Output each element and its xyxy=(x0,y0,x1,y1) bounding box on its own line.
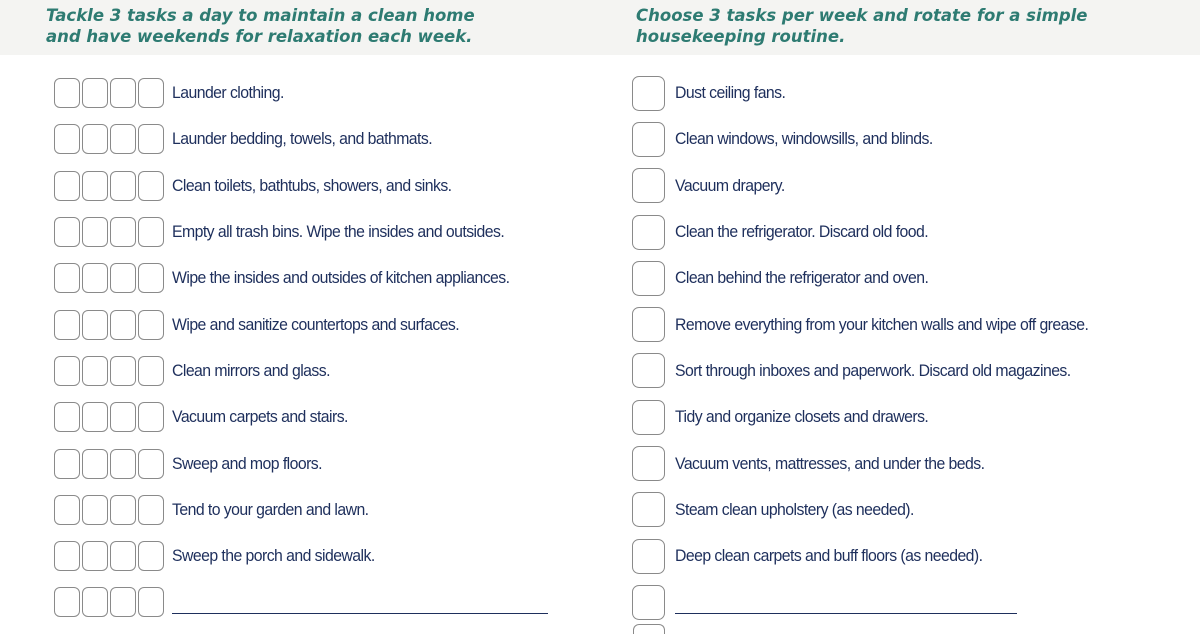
weekly-tasks-heading xyxy=(636,5,1176,47)
task-row xyxy=(54,394,614,440)
checkbox-group xyxy=(54,356,172,386)
task-row xyxy=(54,533,614,579)
checkbox-group xyxy=(54,78,172,108)
task-checkbox[interactable] xyxy=(54,356,80,386)
task-checkbox[interactable] xyxy=(110,263,136,293)
task-label: Sweep the porch and sidewalk. xyxy=(172,546,375,566)
task-checkbox[interactable] xyxy=(632,122,665,157)
checkbox-group xyxy=(54,541,172,571)
task-row xyxy=(54,348,614,394)
task-row xyxy=(632,163,1192,209)
task-label: Clean mirrors and glass. xyxy=(172,360,330,380)
task-checkbox[interactable] xyxy=(110,78,136,108)
task-checkbox[interactable] xyxy=(632,76,665,111)
task-checkbox[interactable] xyxy=(82,171,108,201)
task-label: Launder bedding, towels, and bathmats. xyxy=(172,129,433,149)
checkbox-group xyxy=(632,446,675,481)
task-checkbox[interactable] xyxy=(82,263,108,293)
task-checkbox[interactable] xyxy=(138,171,164,201)
task-checkbox[interactable] xyxy=(110,217,136,247)
task-label: Tend to your garden and lawn. xyxy=(172,499,369,519)
task-checkbox[interactable] xyxy=(138,78,164,108)
task-checkbox[interactable] xyxy=(632,307,665,342)
task-checkbox[interactable] xyxy=(82,217,108,247)
task-label: Sweep and mop floors. xyxy=(172,453,322,473)
checkbox-group xyxy=(54,217,172,247)
checkbox-group xyxy=(54,587,172,617)
task-label: Remove everything from your kitchen walls and wipe off grease. xyxy=(675,314,1089,334)
task-checkbox[interactable] xyxy=(54,310,80,340)
task-label: Wipe and sanitize countertops and surfaces. xyxy=(172,314,460,334)
task-checkbox[interactable] xyxy=(138,495,164,525)
weekly-tasks-heading-line-1: Choose 3 tasks per week and rotate for a simple xyxy=(636,6,1088,25)
task-row xyxy=(632,209,1192,255)
task-checkbox[interactable] xyxy=(54,587,80,617)
task-checkbox[interactable] xyxy=(632,215,665,250)
task-checkbox[interactable] xyxy=(82,310,108,340)
task-checkbox[interactable] xyxy=(138,541,164,571)
daily-tasks-heading-line-1: Tackle 3 tasks a day to maintain a clean home xyxy=(46,6,475,25)
checkbox-group xyxy=(632,122,675,157)
task-checkbox[interactable] xyxy=(54,217,80,247)
task-label: Deep clean carpets and buff floors (as needed). xyxy=(675,546,983,566)
checkbox-group xyxy=(54,495,172,525)
task-label: Clean windows, windowsills, and blinds. xyxy=(675,129,933,149)
task-label: Tidy and organize closets and drawers. xyxy=(675,407,929,427)
task-row xyxy=(632,255,1192,301)
task-checkbox[interactable] xyxy=(54,263,80,293)
blank-task-row xyxy=(632,579,1192,625)
task-checkbox[interactable] xyxy=(54,402,80,432)
task-checkbox[interactable] xyxy=(138,124,164,154)
task-checkbox[interactable] xyxy=(632,446,665,481)
task-label: Launder clothing. xyxy=(172,83,284,103)
task-checkbox[interactable] xyxy=(54,124,80,154)
task-checkbox[interactable] xyxy=(110,356,136,386)
checkbox-group xyxy=(54,449,172,479)
task-checkbox[interactable] xyxy=(82,587,108,617)
blank-task-row xyxy=(54,579,614,625)
checkbox-group xyxy=(632,539,675,574)
task-checkbox[interactable] xyxy=(110,402,136,432)
task-label: Clean toilets, bathtubs, showers, and sinks. xyxy=(172,175,452,195)
task-checkbox[interactable] xyxy=(632,539,665,574)
task-checkbox[interactable] xyxy=(138,217,164,247)
task-checkbox[interactable] xyxy=(138,402,164,432)
task-row xyxy=(632,394,1192,440)
task-label: Vacuum vents, mattresses, and under the beds. xyxy=(675,453,985,473)
task-checkbox[interactable] xyxy=(110,449,136,479)
task-label: Sort through inboxes and paperwork. Discard old magazines. xyxy=(675,360,1071,380)
task-row xyxy=(632,70,1192,116)
task-checkbox[interactable] xyxy=(632,353,665,388)
task-checkbox[interactable] xyxy=(138,263,164,293)
task-checkbox[interactable] xyxy=(632,400,665,435)
checkbox-group xyxy=(632,307,675,342)
task-label: Clean the refrigerator. Discard old food. xyxy=(675,222,929,242)
write-in-line[interactable] xyxy=(172,613,548,614)
checkbox-group xyxy=(54,402,172,432)
task-checkbox[interactable] xyxy=(82,356,108,386)
task-row xyxy=(54,163,614,209)
task-checkbox[interactable] xyxy=(54,78,80,108)
task-checkbox[interactable] xyxy=(110,587,136,617)
task-row xyxy=(54,440,614,486)
task-label: Vacuum drapery. xyxy=(675,175,785,195)
task-checkbox[interactable] xyxy=(82,78,108,108)
partial-checkbox xyxy=(633,624,665,634)
task-checkbox[interactable] xyxy=(82,495,108,525)
task-row xyxy=(632,301,1192,347)
daily-task-list xyxy=(54,70,614,626)
task-row xyxy=(54,487,614,533)
task-checkbox[interactable] xyxy=(138,587,164,617)
checkbox-group xyxy=(632,261,675,296)
checkbox-group xyxy=(54,124,172,154)
checkbox-group xyxy=(632,585,675,620)
checkbox-group xyxy=(632,215,675,250)
task-label: Empty all trash bins. Wipe the insides and outsides. xyxy=(172,222,505,242)
task-checkbox[interactable] xyxy=(110,171,136,201)
task-checkbox[interactable] xyxy=(82,541,108,571)
task-checkbox[interactable] xyxy=(82,449,108,479)
task-checkbox[interactable] xyxy=(82,402,108,432)
task-checkbox[interactable] xyxy=(110,541,136,571)
task-row xyxy=(632,440,1192,486)
checkbox-group xyxy=(54,263,172,293)
task-checkbox[interactable] xyxy=(632,261,665,296)
task-checkbox[interactable] xyxy=(54,171,80,201)
checkbox-group xyxy=(54,310,172,340)
task-checkbox[interactable] xyxy=(632,492,665,527)
task-checkbox[interactable] xyxy=(110,310,136,340)
checkbox-group xyxy=(632,353,675,388)
task-label: Wipe the insides and outsides of kitchen appliances. xyxy=(172,268,510,288)
task-row xyxy=(54,116,614,162)
weekly-tasks-heading-line-2: housekeeping routine. xyxy=(636,27,846,46)
checkbox-group xyxy=(632,492,675,527)
daily-tasks-heading xyxy=(46,5,606,47)
checkbox-group xyxy=(632,76,675,111)
task-checkbox[interactable] xyxy=(54,449,80,479)
task-label: Dust ceiling fans. xyxy=(675,83,786,103)
task-checkbox[interactable] xyxy=(138,310,164,340)
task-checkbox[interactable] xyxy=(54,541,80,571)
weekly-task-list xyxy=(632,70,1192,626)
task-row xyxy=(632,487,1192,533)
task-row xyxy=(632,116,1192,162)
task-row xyxy=(54,70,614,116)
task-row xyxy=(632,533,1192,579)
task-row xyxy=(54,301,614,347)
task-checkbox[interactable] xyxy=(632,168,665,203)
task-label: Clean behind the refrigerator and oven. xyxy=(675,268,929,288)
checkbox-group xyxy=(54,171,172,201)
task-checkbox[interactable] xyxy=(110,495,136,525)
checkbox-group xyxy=(632,400,675,435)
task-checkbox[interactable] xyxy=(82,124,108,154)
task-row xyxy=(54,209,614,255)
task-row xyxy=(54,255,614,301)
checkbox-group xyxy=(632,168,675,203)
write-in-line[interactable] xyxy=(675,613,1017,614)
task-label: Vacuum carpets and stairs. xyxy=(172,407,348,427)
task-row xyxy=(632,348,1192,394)
task-checkbox[interactable] xyxy=(632,585,665,620)
task-label: Steam clean upholstery (as needed). xyxy=(675,499,914,519)
task-checkbox[interactable] xyxy=(138,449,164,479)
task-checkbox[interactable] xyxy=(138,356,164,386)
daily-tasks-heading-line-2: and have weekends for relaxation each week. xyxy=(46,27,473,46)
task-checkbox[interactable] xyxy=(110,124,136,154)
task-checkbox[interactable] xyxy=(54,495,80,525)
